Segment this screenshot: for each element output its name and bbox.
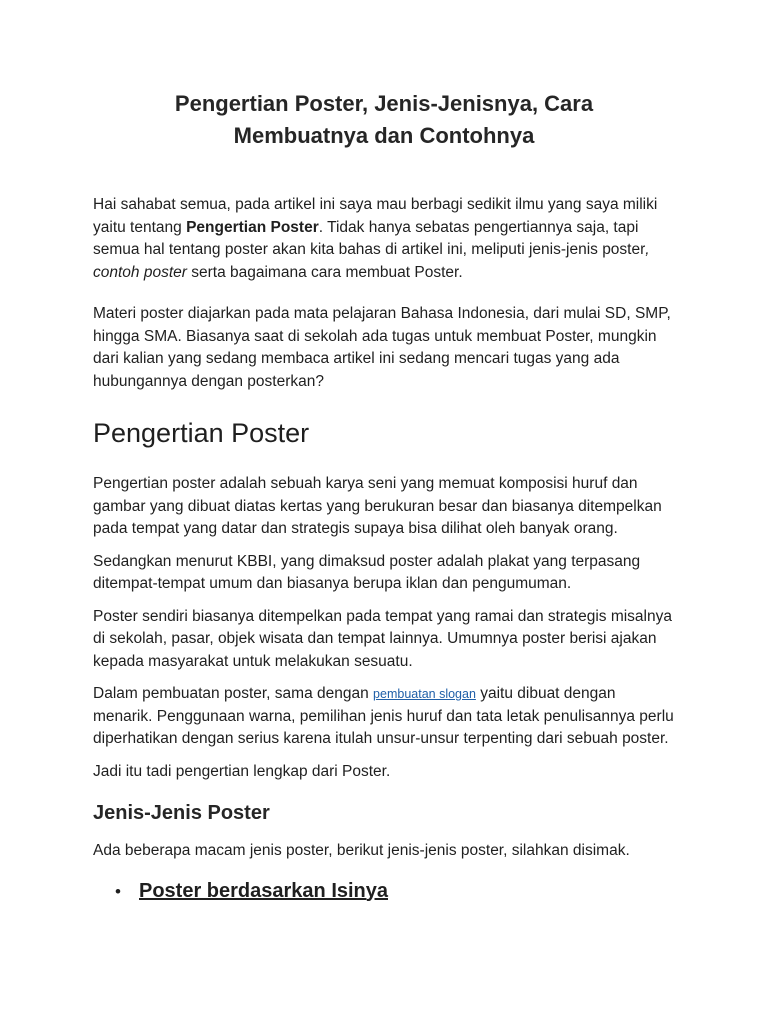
pengertian-paragraph-3: Poster sendiri biasanya ditempelkan pada tempat yang ramai dan strategis misalnya di sekolah, pasar, objek wisata dan tempat lainnya. Umumnya poster berisi ajakan kepada masyarakat untuk melakukan sesuatu. bbox=[93, 607, 672, 670]
document-title-line-2: Membuatnya dan Contohnya bbox=[233, 123, 535, 148]
pengertian-p4-text-2: yaitu dibuat dengan menarik. Penggunaan warna, pemilihan jenis huruf dan tata letak penulisannya perlu diperhatikan dengan serius karena itulah unsur-unsur terpenting dari sebuah poster. bbox=[93, 685, 674, 747]
pengertian-heading: Pengertian Poster bbox=[93, 418, 310, 448]
jenis-paragraph: Ada beberapa macam jenis poster, berikut jenis-jenis poster, silahkan disimak. bbox=[93, 842, 630, 859]
intro-text-1: Hai sahabat semua, pada artikel ini saya mau berbagi sedikit ilmu yang saya miliki yaitu tentang bbox=[93, 196, 658, 236]
pengertian-paragraph-2: Sedangkan menurut KBBI, yang dimaksud poster adalah plakat yang terpasang ditempat-tempat umum dan biasanya berupa iklan dan pengumuman. bbox=[93, 552, 641, 592]
jenis-heading: Jenis-Jenis Poster bbox=[93, 802, 270, 824]
pengertian-paragraph-4 bbox=[93, 683, 675, 751]
intro-bold-term: Pengertian Poster bbox=[186, 218, 319, 236]
pengertian-p4-text-1: Dalam pembuatan poster, sama dengan bbox=[93, 685, 374, 702]
intro-italic-term: , contoh poster bbox=[93, 241, 650, 281]
bullet-text: Poster berdasarkan Isinya bbox=[139, 879, 389, 902]
pembuatan-slogan-link[interactable]: pembuatan slogan bbox=[373, 687, 476, 701]
document-title bbox=[93, 88, 675, 152]
intro-text-3: serta bagaimana cara membuat Poster. bbox=[186, 263, 463, 281]
pengertian-paragraph-5: Jadi itu tadi pengertian lengkap dari Poster. bbox=[93, 762, 391, 780]
materi-paragraph: Materi poster diajarkan pada mata pelajaran Bahasa Indonesia, dari mulai SD, SMP, hingga SMA. Biasanya saat di sekolah ada tugas untuk membuat Poster, mungkin dari kalian yang sedang membaca artikel ini sedang mencari tugas yang ada hubungannya dengan posterkan? bbox=[93, 305, 671, 390]
list-item bbox=[93, 877, 675, 906]
document-title-line-1: Pengertian Poster, Jenis-Jenisnya, Cara bbox=[174, 91, 594, 116]
pengertian-paragraph-1: Pengertian poster adalah sebuah karya seni yang memuat komposisi huruf dan gambar yang dibuat diatas kertas yang berukuran besar dan biasanya ditempelkan pada tempat yang datar dan strategis supaya bisa dilihat oleh banyak orang. bbox=[93, 475, 662, 537]
jenis-bullet-list bbox=[93, 877, 675, 906]
intro-text-2: . Tidak hanya sebatas pengertiannya saja, tapi semua hal tentang poster akan kita bahas di artikel ini, meliputi jenis-jenis poster bbox=[93, 218, 646, 258]
bullet-icon: • bbox=[115, 881, 121, 901]
intro-paragraph bbox=[93, 194, 675, 284]
